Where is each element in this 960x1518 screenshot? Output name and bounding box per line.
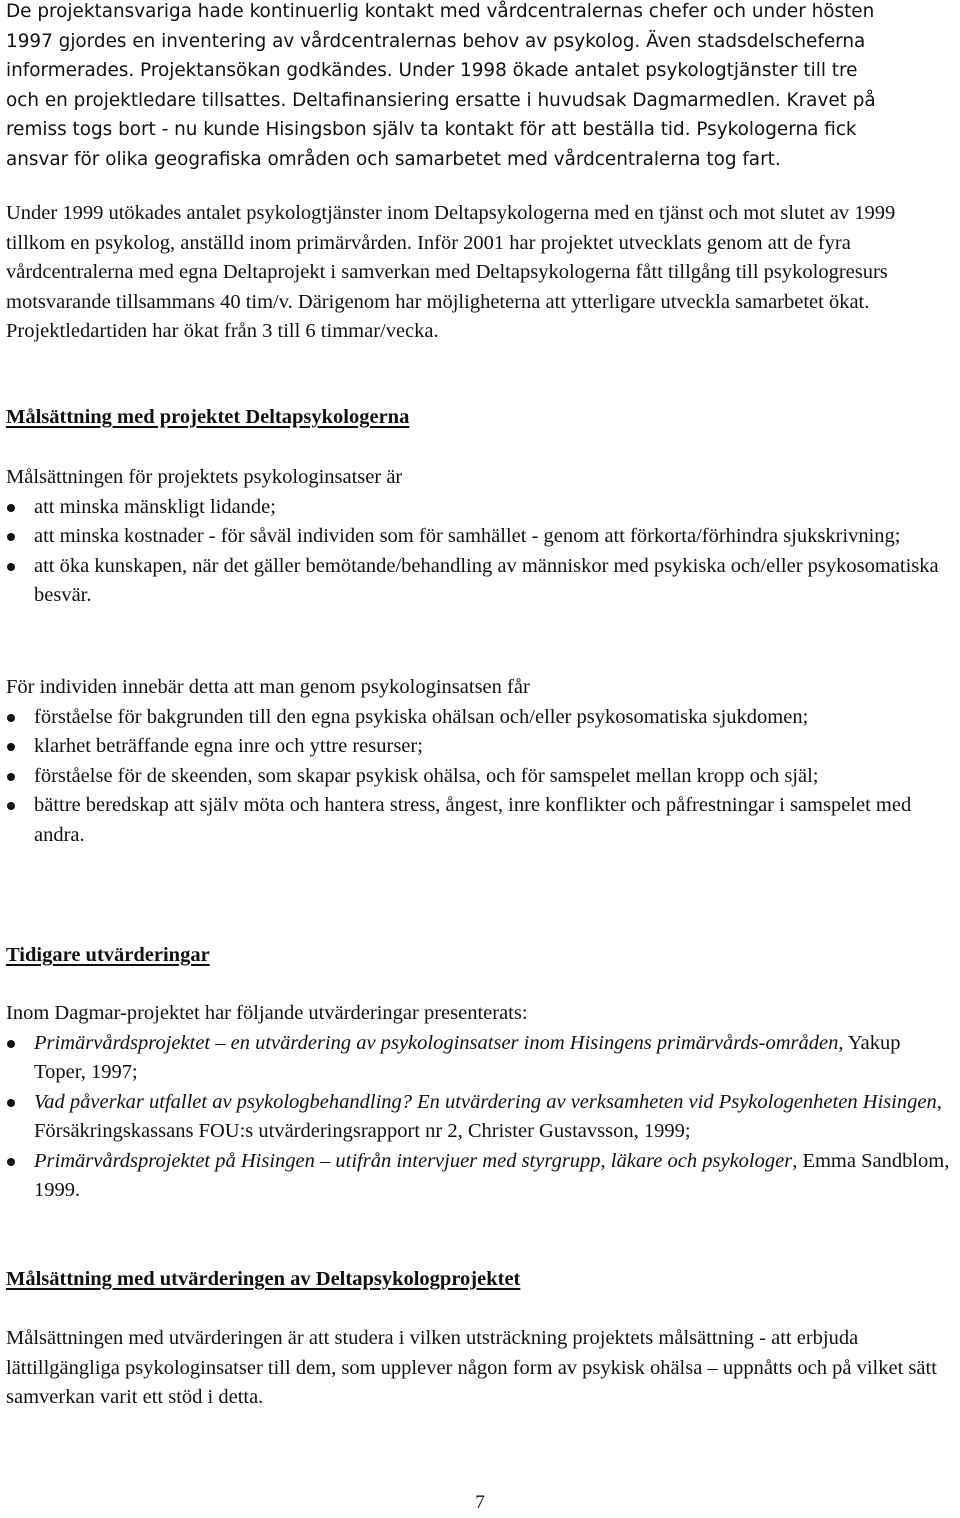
section-lead: Målsättningen för projektets psykologinsatser är — [6, 466, 403, 488]
intro-line: ansvar för olika geografiska områden och samarbetet med vårdcentralerna tog fart. — [6, 148, 781, 170]
section-lead: För individen innebär detta att man genom psykologinsatsen får — [6, 676, 530, 698]
intro-line: informerades. Projektansökan godkändes. Under 1998 ökade antalet psykologtjänster till tre — [6, 60, 858, 81]
list-item: förståelse för bakgrunden till den egna psykiska ohälsan och/eller psykosomatiska sjukdomen; — [6, 703, 954, 733]
reference-item — [6, 1029, 954, 1088]
evaluations-list — [6, 1029, 954, 1206]
intro-line: 1997 gjordes en inventering av vårdcentralernas behov av psykolog. Även stadsdelscheferna — [6, 30, 866, 52]
reference-details: , Försäkringskassans FOU:s utvärderingsrapport nr 2, Christer Gustavsson, 1999; — [34, 1090, 942, 1142]
reference-item — [6, 1088, 954, 1147]
section-heading-evaluation-goals: Målsättning med utvärderingen av Deltapsykologprojektet — [6, 1268, 521, 1290]
section-lead: Inom Dagmar-projektet har följande utvärderingar presenterats: — [6, 1002, 528, 1024]
goals-list — [6, 493, 954, 611]
section-heading-project-goals: Målsättning med projektet Deltapsykologerna — [6, 406, 410, 428]
list-item: att öka kunskapen, när det gäller bemötande/behandling av människor med psykiska och/eller psykosomatiska besvär. — [6, 552, 954, 611]
list-item: förståelse för de skeenden, som skapar psykisk ohälsa, och för samspelet mellan kropp och själ; — [6, 762, 954, 792]
page-number: 7 — [475, 1492, 485, 1513]
intro-line: remiss togs bort - nu kunde Hisingsbon själv ta kontakt för att beställa tid. Psykologerna fick — [6, 119, 857, 140]
individual-benefits-list — [6, 703, 954, 851]
intro-line: De projektansvariga hade kontinuerlig kontakt med vårdcentralernas chefer och under hösten — [6, 1, 875, 22]
reference-title: Primärvårdsprojektet – en utvärdering av psykologinsatser inom Hisingens primärvårds-områden — [34, 1031, 839, 1054]
reference-details: , Emma Sandblom, 1999. — [34, 1149, 950, 1201]
reference-item — [6, 1147, 954, 1206]
reference-title: Vad påverkar utfallet av psykologbehandling? En utvärdering av verksamheten vid Psykologenheten Hisingen — [34, 1090, 937, 1113]
intro-line: och en projektledare tillsattes. Deltafinansiering ersatte i huvudsak Dagmarmedlen. Kravet på — [6, 89, 876, 111]
list-item: klarhet beträffande egna inre och yttre resurser; — [6, 732, 954, 762]
list-item: att minska mänskligt lidande; — [6, 493, 954, 523]
reference-details: , Yakup Toper, 1997; — [34, 1031, 901, 1083]
list-item: att minska kostnader - för såväl individen som för samhället - genom att förkorta/förhindra sjukskrivning; — [6, 522, 954, 552]
section-heading-previous-evaluations: Tidigare utvärderingar — [6, 944, 210, 966]
intro-paragraph — [0, 0, 960, 174]
paragraph-staffing: Under 1999 utökades antalet psykologtjänster inom Deltapsykologerna med en tjänst och mot slutet av 1999 tillkom en psykolog, anställd inom primärvården. Inför 2001 har projektet utvecklats genom att de fyra vårdcentralerna med egna Deltaprojekt i samverkan med Deltapsykologerna fått tillgång till psykologresurs motsvarande tillsammans 40 tim/v. Därigenom har möjligheterna att ytterligare utveckla samarbetet ökat. Projektledartiden har ökat från 3 till 6 timmar/vecka. — [6, 202, 896, 342]
list-item: bättre beredskap att själv möta och hantera stress, ångest, inre konflikter och påfrestningar i samspelet med andra. — [6, 791, 954, 850]
paragraph-evaluation-goals: Målsättningen med utvärderingen är att studera i vilken utsträckning projektets målsättning - att erbjuda lättillgängliga psykologinsatser till dem, som upplever någon form av psykisk ohälsa – uppnåtts och på vilket sätt samverkan varit ett stöd i detta. — [6, 1327, 937, 1408]
reference-title: Primärvårdsprojektet på Hisingen – utifrån intervjuer med styrgrupp, läkare och psykologer — [34, 1149, 793, 1172]
